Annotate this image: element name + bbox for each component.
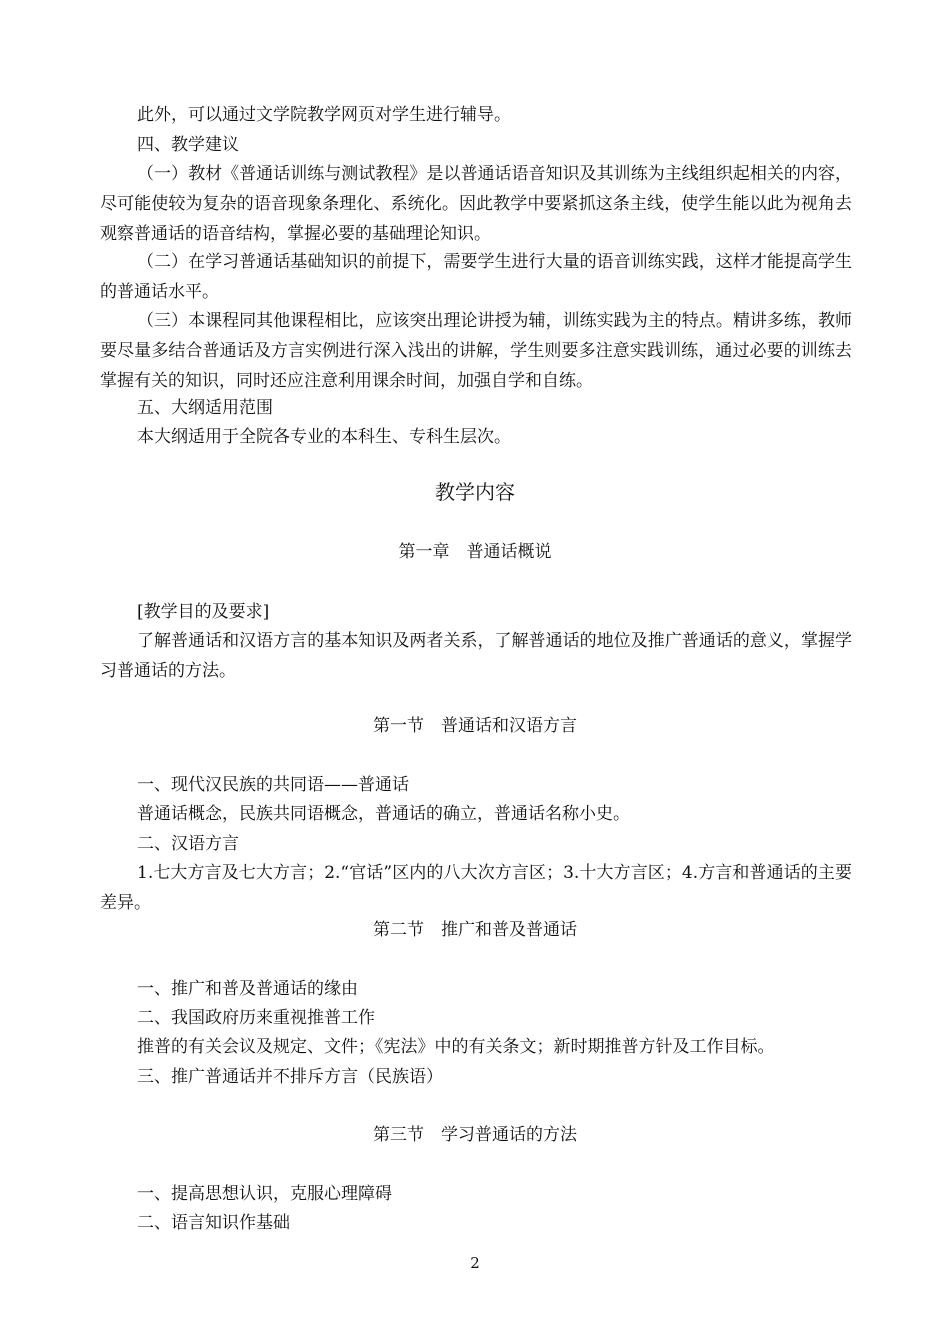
paragraph-common-language: 普通话概念，民族共同语概念，普通话的确立，普通话名称小史。 bbox=[137, 804, 630, 824]
section-3-title: 第三节 学习普通话的方法 bbox=[373, 1125, 577, 1145]
objectives-paragraph: 了解普通话和汉语方言的基本知识及两者关系，了解普通话的地位及推广普通话的意义，掌握学习普通话的方法。 bbox=[100, 631, 852, 681]
paragraph-suggestion-3: （三）本课程同其他课程相比，应该突出理论讲授为辅，训练实践为主的特点。精讲多练，教师要尽量多结合普通话及方言实例进行深入浅出的讲解，学生则要多注意实践训练，通过必要的训练去掌握有关的知识，同时还应注意利用课余时间，加强自学和自练。 bbox=[100, 311, 852, 391]
list-item-government: 二、我国政府历来重视推普工作 bbox=[137, 1008, 375, 1028]
paragraph-government: 推普的有关会议及规定、文件；《宪法》中的有关条文；新时期推普方针及工作目标。 bbox=[137, 1037, 775, 1057]
objectives-heading: [教学目的及要求] bbox=[137, 602, 270, 622]
chapter-title: 第一章 普通话概说 bbox=[398, 542, 552, 562]
paragraph-dialects: 1.七大方言及七大方言；2.“官话”区内的八大次方言区；3.十大方言区；4.方言和普通话的主要差异。 bbox=[100, 863, 852, 913]
list-item-knowledge: 二、语言知识作基础 bbox=[137, 1213, 290, 1233]
heading-teaching-suggestions: 四、教学建议 bbox=[137, 135, 239, 155]
paragraph-web-guidance: 此外，可以通过文学院教学网页对学生进行辅导。 bbox=[137, 105, 511, 125]
paragraph-scope: 本大纲适用于全院各专业的本科生、专科生层次。 bbox=[137, 427, 511, 447]
list-item-dialects: 二、汉语方言 bbox=[137, 834, 239, 854]
heading-scope: 五、大纲适用范围 bbox=[137, 398, 273, 418]
section-2-title: 第二节 推广和普及普通话 bbox=[373, 920, 577, 940]
list-item-common-language: 一、现代汉民族的共同语——普通话 bbox=[137, 775, 409, 795]
list-item-awareness: 一、提高思想认识，克服心理障碍 bbox=[137, 1184, 392, 1204]
section-1-title: 第一节 普通话和汉语方言 bbox=[373, 716, 577, 736]
list-item-not-exclusive: 三、推广普通话并不排斥方言（民族语） bbox=[137, 1067, 443, 1087]
page-number: 2 bbox=[470, 1254, 480, 1272]
list-item-reasons: 一、推广和普及普通话的缘由 bbox=[137, 979, 358, 999]
paragraph-suggestion-1: （一）教材《普通话训练与测试教程》是以普通话语音知识及其训练为主线组织起相关的内容，尽可能使较为复杂的语音现象条理化、系统化。因此教学中要紧抓这条主线，使学生能以此为视角去观察普通话的语音结构，掌握必要的基础理论知识。 bbox=[100, 164, 852, 244]
section-title-teaching-content: 教学内容 bbox=[435, 480, 515, 504]
paragraph-suggestion-2: （二）在学习普通话基础知识的前提下，需要学生进行大量的语音训练实践，这样才能提高学生的普通话水平。 bbox=[100, 252, 852, 302]
